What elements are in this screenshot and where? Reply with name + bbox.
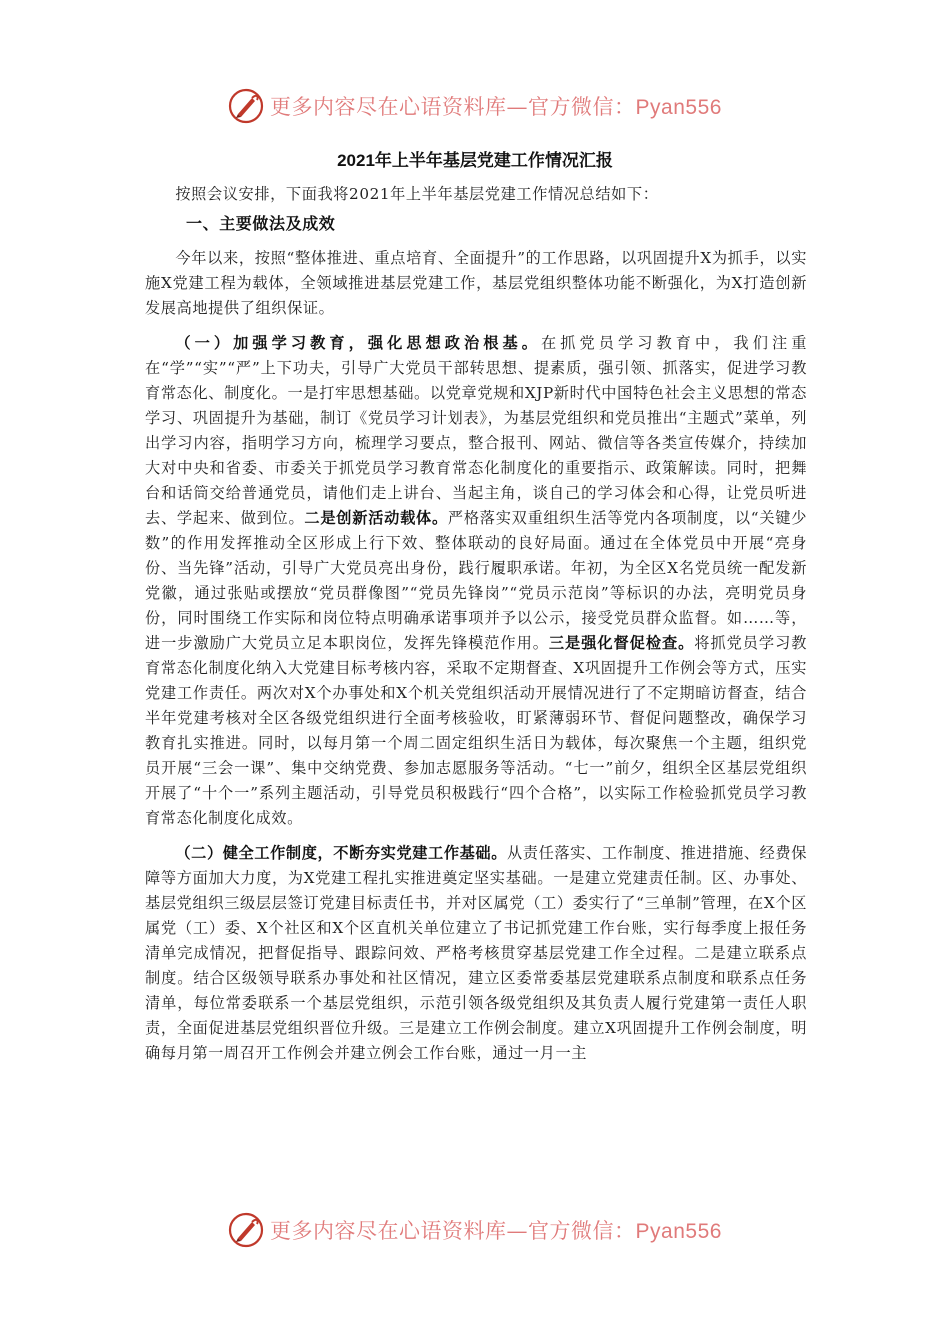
banner-text: 更多内容尽在心语资料库—官方微信：Pyan556 [270, 95, 722, 119]
subsection-2-text: 从责任落实、工作制度、推进措施、经费保障等方面加大力度，为X党建工程扎实推进奠定坚实基础。一是建立党建责任制。区、办事处、基层党组织三级层层签订党建目标责任书，并对区属党（工）委实行了“三单制”管理，在X个区属党（工）委、X个社区和X个区直机关单位建立了书记抓党建工作台账，实行每季度上报任务清单完成情况，把督促指导、跟踪问效、严格考核贯穿基层党建工作全过程。二是建立联系点制度。结合区级领导联系办事处和社区情况，建立区委常委基层党建联系点制度和联系点任务清单，每位常委联系一个基层党组织，示范引领各级党组织及其负责人履行党建第一责任人职责，全面促进基层党组织晋位升级。三是建立工作例会制度。建立X巩固提升工作例会制度，明确每月第一周召开工作例会并建立例会工作台账，通过一月一主 [145, 844, 807, 1062]
footer-watermark-banner [0, 1208, 950, 1252]
subsection-1-point-3: 三是强化督促检查。 [548, 634, 695, 652]
paragraph-subsection-2 [145, 841, 807, 1066]
banner-wechat-id: Pyan556 [635, 1220, 722, 1243]
section-heading-1: 一、主要做法及成效 [186, 216, 336, 233]
document-title: 2021年上半年基层党建工作情况汇报 [337, 151, 613, 170]
header-watermark-banner [0, 84, 950, 128]
subsection-1-point-2: 二是创新活动载体。 [304, 509, 448, 527]
subsection-1-heading: （一）加强学习教育，强化思想政治根基。 [175, 334, 542, 352]
pen-quill-icon [228, 88, 264, 124]
subsection-2-heading: （二）健全工作制度，不断夯实党建工作基础。 [175, 844, 507, 862]
subsection-1-text-a: 在抓党员学习教育中，我们注重在“学”“实”“严”上下功夫，引导广大党员干部转思想、提素质，强引领、抓落实，促进学习教育常态化、制度化。一是打牢思想基础。以党章党规和XJP新时代中国特色社会主义思想的常态学习、巩固提升为基础，制订《党员学习计划表》，为基层党组织和党员推出“主题式”菜单，列出学习内容，指明学习方向，梳理学习要点，整合报刊、网站、微信等各类宣传媒介，持续加大对中央和省委、市委关于抓党员学习教育常态化制度化的重要指示、政策解读。同时，把舞台和话筒交给普通党员，请他们走上讲台、当起主角，谈自己的学习体会和心得，让党员听进去、学起来、做到位。 [145, 334, 807, 527]
subsection-1-text-c: 将抓党员学习教育常态化制度化纳入大党建目标考核内容，采取不定期督查、X巩固提升工作例会等方式，压实党建工作责任。两次对X个办事处和X个机关党组织活动开展情况进行了不定期暗访督查，结合半年党建考核对全区各级党组织进行全面考核验收，盯紧薄弱环节、督促问题整改，确保学习教育扎实推进。同时，以每月第一个周二固定组织生活日为载体，每次聚焦一个主题，组织党员开展“三会一课”、集中交纳党费、参加志愿服务等活动。“七一”前夕，组织全区基层党组织开展了“十个一”系列主题活动，引导党员积极践行“四个合格”，以实际工作检验抓党员学习教育常态化制度化成效。 [145, 634, 808, 827]
subsection-1-text-b: 严格落实双重组织生活等党内各项制度，以“关键少数”的作用发挥推动全区形成上行下效、整体联动的良好局面。通过在全体党员中开展“亮身份、当先锋”活动，引导广大党员亮出身份，践行履职承诺。年初，为全区X名党员统一配发新党徽，通过张贴或摆放“党员群像图”“党员先锋岗”“党员示范岗”等标识的办法，亮明党员身份，同时围绕工作实际和岗位特点明确承诺事项并予以公示，接受党员群众监督。如……等，进一步激励广大党员立足本职岗位，发挥先锋模范作用。 [145, 509, 807, 652]
paragraph-subsection-1 [145, 331, 807, 831]
banner-wechat-id: Pyan556 [635, 96, 722, 119]
pen-quill-icon [228, 1212, 264, 1248]
intro-paragraph: 按照会议安排，下面我将2021年上半年基层党建工作情况总结如下： [175, 185, 659, 203]
document-body [145, 182, 807, 1066]
banner-text: 更多内容尽在心语资料库—官方微信：Pyan556 [270, 1219, 722, 1243]
paragraph-overview: 今年以来，按照“整体推进、重点培育、全面提升”的工作思路，以巩固提升X为抓手，以实施X党建工程为载体，全领域推进基层党建工作，基层党组织整体功能不断强化，为X打造创新发展高地提供了组织保证。 [145, 249, 807, 317]
